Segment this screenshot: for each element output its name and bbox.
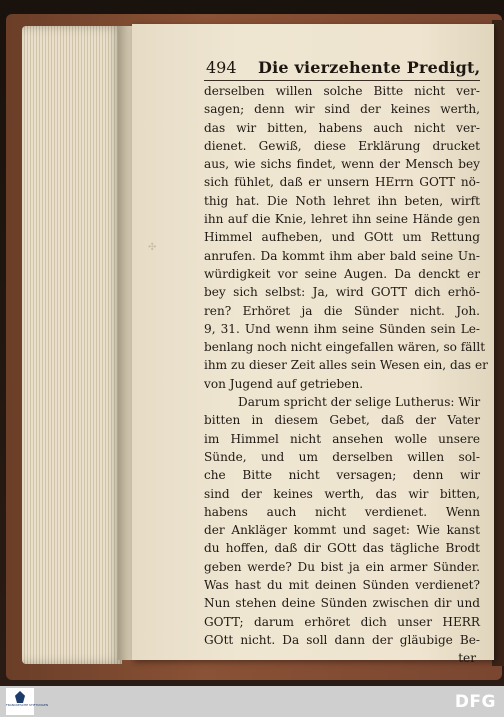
foundation-logo-label: FRANCKESCHE STIFTUNGEN: [6, 703, 49, 707]
running-title: Die vierzehente Predigt,: [258, 58, 481, 77]
text-line: würdigkeit vor seine Augen. Da denckt er: [204, 266, 480, 281]
text-line: das wir bitten, habens auch nicht ver-: [204, 120, 480, 135]
text-line: che Bitte nicht versagen; denn wir: [204, 468, 480, 483]
foundation-emblem-icon: [15, 691, 25, 703]
text-line: ihn auf die Knie, lehret ihn seine Hände gen: [204, 212, 480, 227]
text-line: du hoffen, daß dir GOtt das tägliche Brodt: [204, 541, 480, 556]
text-line: anrufen. Da kommt ihm aber bald seine Un-: [204, 248, 480, 263]
text-line: bey sich selbst: Ja, wird GOTT dich erhö-: [204, 285, 480, 300]
page-header: [206, 58, 486, 80]
franckesche-stiftungen-logo[interactable]: [6, 688, 49, 715]
text-line: ihm zu dieser Zeit alles sein Wesen ein, das er: [204, 358, 488, 373]
text-line: Was hast du mit deinen Sünden verdienet?: [204, 578, 480, 593]
catchword: ter: [458, 651, 476, 666]
text-line: Himmel aufheben, und GOtt um Rettung: [204, 230, 480, 245]
text-line: ren? Erhöret ja die Sünder nicht. Joh.: [204, 303, 480, 318]
text-line: sich fühlet, daß er unsern HErrn GOTT nö-: [204, 175, 480, 190]
text-line: Nun stehen deine Sünden zwischen dir und: [204, 596, 480, 611]
text-line: habens auch nicht verdienet. Wenn: [204, 504, 480, 519]
text-line: der Ankläger kommt und saget: Wie kanst: [204, 523, 480, 538]
sermon-text: [204, 82, 488, 668]
viewer-footer: [0, 686, 504, 717]
text-line: sagen; denn wir sind der keines werth,: [204, 102, 480, 117]
text-line: Sünde, und um derselben willen sol-: [204, 449, 480, 464]
text-line: dienet. Gewiß, diese Erklärung drucket: [204, 138, 480, 153]
dfg-logo[interactable]: DFG: [454, 692, 496, 712]
text-line: GOtt nicht. Da soll dann der gläubige Be-: [204, 632, 480, 647]
text-line: sind der keines werth, das wir bitten,: [204, 486, 480, 501]
text-line: Darum spricht der selige Lutherus: Wir: [238, 395, 481, 410]
text-line: aus, wie sichs findet, wenn der Mensch bey: [204, 157, 480, 172]
text-line: 9, 31. Und wenn ihm seine Sünden sein Le-: [204, 321, 480, 336]
page-number: 494: [206, 58, 237, 77]
text-line: bitten in diesem Gebet, daß der Vater: [204, 413, 480, 428]
text-line: im Himmel nicht ansehen wolle unsere: [204, 431, 480, 446]
bleed-through-mark: ✣: [148, 242, 157, 253]
text-line: thig hat. Die Noth lehret ihn beten, wirft: [204, 193, 480, 208]
text-line: GOTT; darum erhöret dich unser HERR: [204, 614, 480, 629]
page-stack-edges: [22, 26, 122, 664]
text-line: von Jugend auf getrieben.: [204, 376, 364, 391]
header-rule: [204, 80, 480, 81]
text-line: derselben willen solche Bitte nicht ver-: [204, 84, 480, 98]
text-line: geben werde? Du bist ja ein armer Sünder.: [204, 559, 480, 574]
text-line: benlang noch nicht eingefallen wären, so fällt: [204, 340, 486, 355]
